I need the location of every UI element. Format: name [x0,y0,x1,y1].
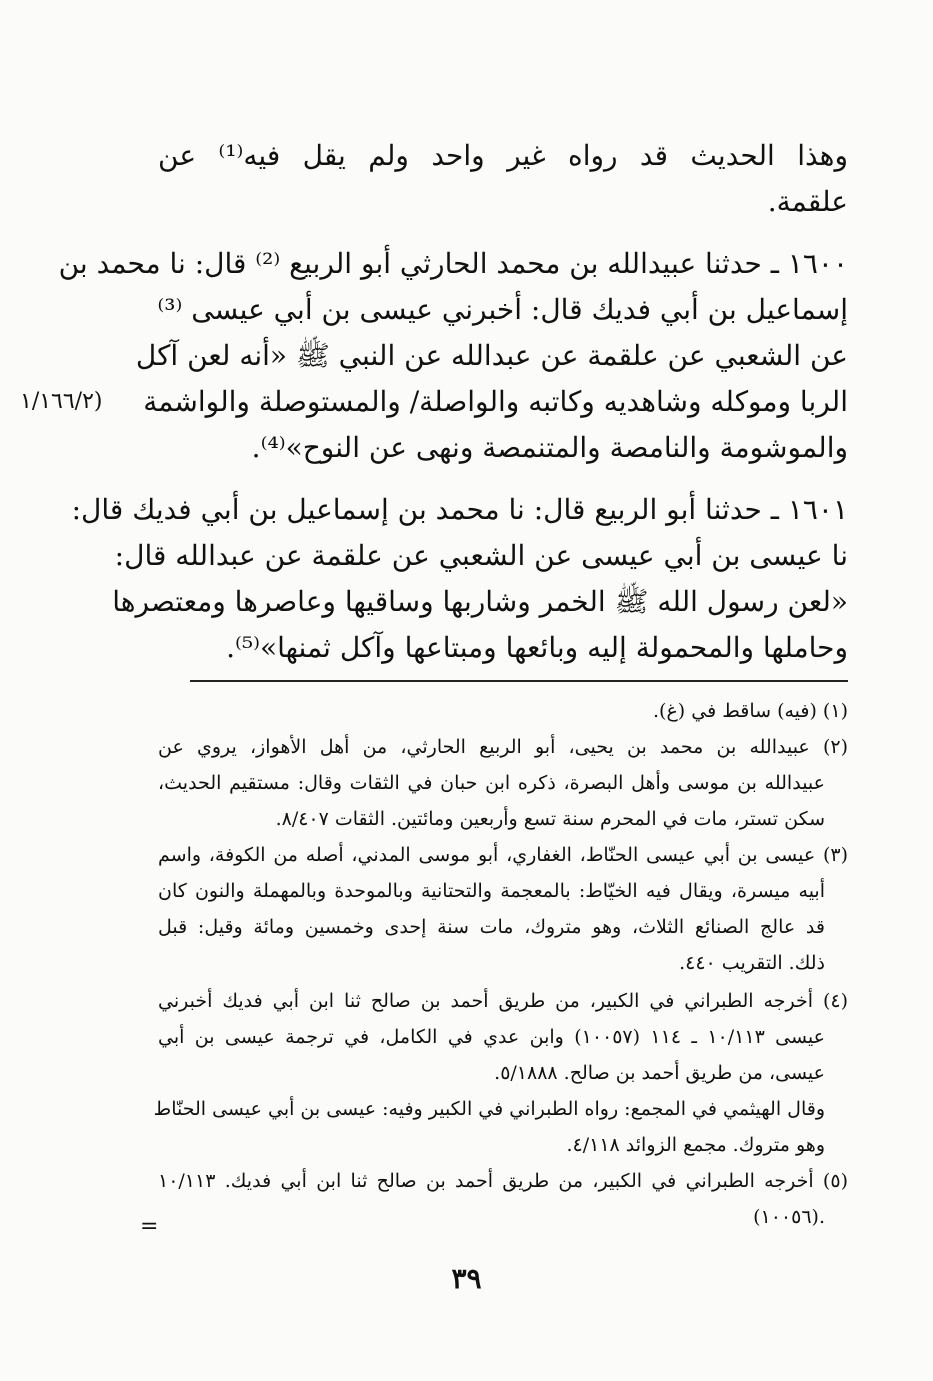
hadith-1600-line-3: عن الشعبي عن علقمة عن عبدالله عن النبي ﷺ «أنه لعن آكل [135,339,848,372]
footnote-2-line-2: عبيدالله بن موسى وأهل البصرة، ذكره ابن حبان في الثقات وقال: مستقيم الحديث، [158,772,825,794]
hadith-1601-line-3: «لعن رسول الله ﷺ الخمر وشاربها وساقيها وعاصرها ومعتصرها [112,585,848,618]
hadith-1600-line-2: إسماعيل بن أبي فديك قال: أخبرني عيسى بن أبي عيسى ⁽³⁾ [157,293,848,326]
manuscript-margin-reference: (١/١٦٦/٢ [20,389,103,414]
footnote-4-line-5: وهو متروك. مجمع الزوائد ٤/١١٨. [566,1134,825,1156]
hadith-1601-line-4: وحاملها والمحمولة إليه وبائعها ومبتاعها وآكل ثمنها»⁽⁵⁾. [226,631,848,664]
hadith-1601-line-2: نا عيسى بن أبي عيسى عن الشعبي عن علقمة عن عبدالله قال: [114,539,848,572]
footnote-2-line-1: (٢) عبيدالله بن محمد بن يحيى، أبو الربيع الحارثي، من أهل الأهواز، يروي عن [158,736,848,758]
page-number: ٣٩ [451,1262,482,1295]
main-text-line-2: علقمة. [767,185,848,218]
footnote-5-line-2: (١٠٠٥٦). [753,1206,825,1228]
footnote-4-line-2: عيسى ١٠/١١٣ ـ ١١٤ (١٠٠٥٧) وابن عدي في الكامل، في ترجمة عيسى بن أبي [158,1026,825,1048]
footnote-4-line-4: وقال الهيثمي في المجمع: رواه الطبراني في الكبير وفيه: عيسى بن أبي عيسى الحنّاط [153,1098,825,1120]
footnote-1: (١) (فيه) ساقط في (غ). [653,700,848,722]
hadith-1600-line-1: ١٦٠٠ ـ حدثنا عبيدالله بن محمد الحارثي أبو الربيع ⁽²⁾ قال: نا محمد بن [58,247,848,280]
footnote-4-line-1: (٤) أخرجه الطبراني في الكبير، من طريق أحمد بن صالح ثنا ابن أبي فديك أخبرني [158,990,848,1012]
footnote-3-line-4: ذلك. التقريب ٤٤٠. [679,952,825,974]
hadith-1600-line-5: والموشومة والنامصة والمتنمصة ونهى عن النوح»⁽⁴⁾. [251,431,848,464]
hadith-1601-line-1: ١٦٠١ ـ حدثنا أبو الربيع قال: نا محمد بن إسماعيل بن أبي فديك قال: [71,493,848,526]
footnote-separator [190,680,848,682]
footnote-2-line-3: سكن تستر، مات في المحرم سنة تسع وأربعين ومائتين. الثقات ٨/٤٠٧. [275,808,825,830]
main-text-line-1: وهذا الحديث قد رواه غير واحد ولم يقل فيه⁽¹⁾ عن [158,139,848,172]
footnote-3-line-3: قد عالج الصنائع الثلاث، وهو متروك، مات سنة إحدى وخمسين ومائة وقيل: قبل [158,916,825,938]
stray-mark: = [140,1214,159,1239]
footnote-3-line-1: (٣) عيسى بن أبي عيسى الحنّاط، الغفاري، أبو موسى المدني، أصله من الكوفة، واسم [158,844,848,866]
footnote-3-line-2: أبيه ميسرة، ويقال فيه الخيّاط: بالمعجمة والتحتانية وبالموحدة وبالمهملة والنون كان [158,880,825,902]
hadith-1600-line-4: الربا وموكله وشاهديه وكاتبه والواصلة/ والمستوصلة والواشمة [143,385,848,418]
footnote-5-line-1: (٥) أخرجه الطبراني في الكبير، من طريق أحمد بن صالح ثنا ابن أبي فديك. ١٠/١١٣ [158,1170,848,1192]
footnote-4-line-3: عيسى، من طريق أحمد بن صالح. ٥/١٨٨٨. [494,1062,825,1084]
